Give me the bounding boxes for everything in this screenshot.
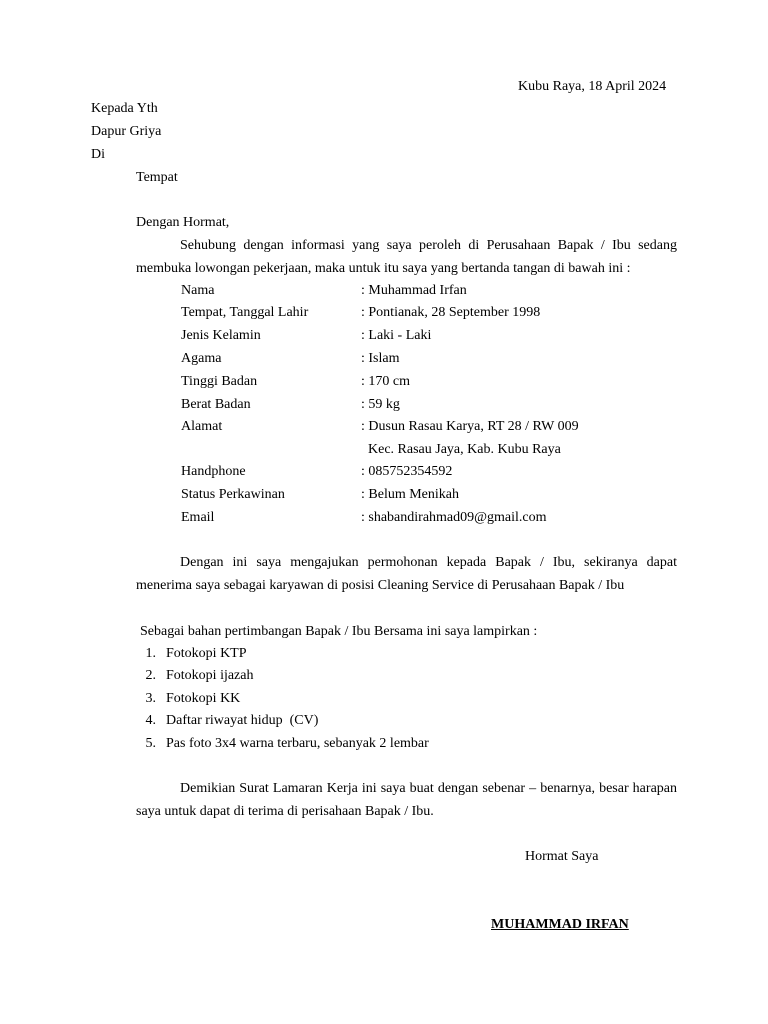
detail-value: : Laki - Laki <box>361 328 432 343</box>
list-item: Fotokopi KK <box>166 691 241 706</box>
detail-value: : Islam <box>361 351 400 366</box>
application-paragraph: Dengan ini saya mengajukan permohonan kepada Bapak / Ibu, sekiranya dapat menerima saya sebagai karyawan di posisi Cleaning Service di Perusahaan Bapak / Ibu <box>136 555 677 593</box>
list-item-number: 1. <box>145 646 156 661</box>
list-item-number: 5. <box>145 736 156 751</box>
detail-label: Email <box>181 510 215 525</box>
detail-value: : 170 cm <box>361 374 410 389</box>
recipient-line-3: Di <box>91 147 105 162</box>
detail-value: : shabandirahmad09@gmail.com <box>361 510 547 525</box>
detail-label: Jenis Kelamin <box>181 328 261 343</box>
closing-paragraph: Demikian Surat Lamaran Kerja ini saya buat dengan sebenar – benarnya, besar harapan saya untuk dapat di terima di perisahaan Bapak / Ibu. <box>136 781 677 819</box>
detail-value: : 59 kg <box>361 397 400 412</box>
sign-off: Hormat Saya <box>525 849 599 864</box>
detail-value: : 085752354592 <box>361 464 453 479</box>
detail-label: Tinggi Badan <box>181 374 258 389</box>
detail-label: Handphone <box>181 464 246 479</box>
recipient-line-4: Tempat <box>136 170 178 185</box>
detail-label: Berat Badan <box>181 397 251 412</box>
detail-value: : Pontianak, 28 September 1998 <box>361 305 541 320</box>
recipient-line-2: Dapur Griya <box>91 124 162 139</box>
list-item: Pas foto 3x4 warna terbaru, sebanyak 2 lembar <box>166 736 429 751</box>
detail-label: Status Perkawinan <box>181 487 285 502</box>
detail-label: Tempat, Tanggal Lahir <box>181 305 309 320</box>
salutation: Dengan Hormat, <box>136 215 230 230</box>
signature-name: MUHAMMAD IRFAN <box>491 917 629 932</box>
list-item: Fotokopi KTP <box>166 646 247 661</box>
intro-paragraph: Sehubung dengan informasi yang saya peroleh di Perusahaan Bapak / Ibu sedang membuka lowongan pekerjaan, maka untuk itu saya yang bertanda tangan di bawah ini : <box>136 238 677 276</box>
attachments-intro: Sebagai bahan pertimbangan Bapak / Ibu Bersama ini saya lampirkan : <box>140 624 538 639</box>
detail-value: Kec. Rasau Jaya, Kab. Kubu Raya <box>361 442 561 457</box>
place-date: Kubu Raya, 18 April 2024 <box>518 79 667 94</box>
detail-label: Agama <box>181 351 222 366</box>
list-item: Fotokopi ijazah <box>166 668 254 683</box>
detail-value: : Muhammad Irfan <box>361 283 467 298</box>
list-item-number: 4. <box>145 713 156 728</box>
detail-label: Nama <box>181 283 215 298</box>
detail-value: : Dusun Rasau Karya, RT 28 / RW 009 <box>361 419 579 434</box>
list-item: Daftar riwayat hidup (CV) <box>166 713 319 728</box>
detail-value: : Belum Menikah <box>361 487 459 502</box>
list-item-number: 2. <box>145 668 156 683</box>
detail-label: Alamat <box>181 419 223 434</box>
recipient-line-1: Kepada Yth <box>91 101 158 116</box>
list-item-number: 3. <box>145 691 156 706</box>
